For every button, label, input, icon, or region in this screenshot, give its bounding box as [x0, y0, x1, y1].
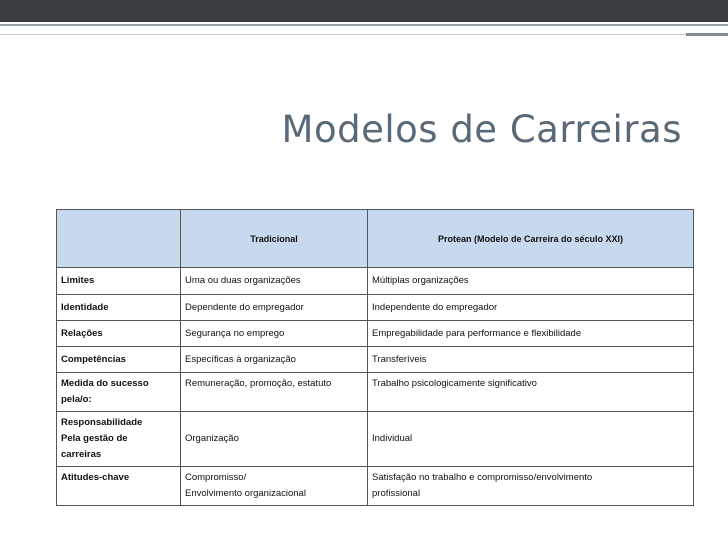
cell-protean: Trabalho psicologicamente significativo [368, 373, 694, 412]
cell-tradicional: Organização [181, 412, 368, 467]
table-header-row [57, 210, 694, 268]
row-label: Relações [57, 321, 181, 347]
row-label: Atitudes-chave [57, 467, 181, 506]
cell-tradicional: Dependente do empregador [181, 295, 368, 321]
cell-tradicional: Remuneração, promoção, estatuto [181, 373, 368, 412]
cell-protean: Independente do empregador [368, 295, 694, 321]
row-label-line: pela/o: [61, 394, 92, 405]
row-label-line: carreiras [61, 449, 102, 460]
top-decorative-bar [0, 0, 728, 22]
top-decorative-accent [686, 33, 728, 36]
cell-tradicional: Uma ou duas organizações [181, 268, 368, 295]
slide-title: Modelos de Carreiras [281, 108, 682, 151]
cell-protean: Individual [368, 412, 694, 467]
table-row [57, 412, 694, 467]
cell-tradicional [181, 467, 368, 506]
row-label-line: Medida do sucesso [61, 378, 149, 389]
table-row [57, 347, 694, 373]
row-label [57, 373, 181, 412]
header-tradicional: Tradicional [181, 210, 368, 268]
cell-tradicional: Segurança no emprego [181, 321, 368, 347]
cell-line: profissional [372, 488, 421, 499]
row-label: Limites [57, 268, 181, 295]
header-empty-cell [57, 210, 181, 268]
row-label: Identidade [57, 295, 181, 321]
header-protean: Protean (Modelo de Carreira do século XXI) [368, 210, 694, 268]
cell-protean: Empregabilidade para performance e flexibilidade [368, 321, 694, 347]
table-row [57, 268, 694, 295]
top-decorative-line [0, 24, 728, 26]
top-decorative-thin-line [0, 34, 728, 35]
cell-protean [368, 467, 694, 506]
row-label [57, 412, 181, 467]
cell-protean: Múltiplas organizações [368, 268, 694, 295]
cell-line: Satisfação no trabalho e compromisso/envolvimento [372, 472, 593, 483]
cell-protean: Transferíveis [368, 347, 694, 373]
table-row [57, 373, 694, 412]
table-row [57, 467, 694, 506]
row-label: Competências [57, 347, 181, 373]
cell-line: Envolvimento organizacional [185, 488, 306, 499]
table-row [57, 321, 694, 347]
cell-line: Compromisso/ [185, 472, 247, 483]
table-row [57, 295, 694, 321]
row-label-line: Pela gestão de [61, 433, 128, 444]
row-label-line: Responsabilidade [61, 417, 143, 428]
cell-tradicional: Específicas à organização [181, 347, 368, 373]
career-models-table [56, 209, 694, 506]
